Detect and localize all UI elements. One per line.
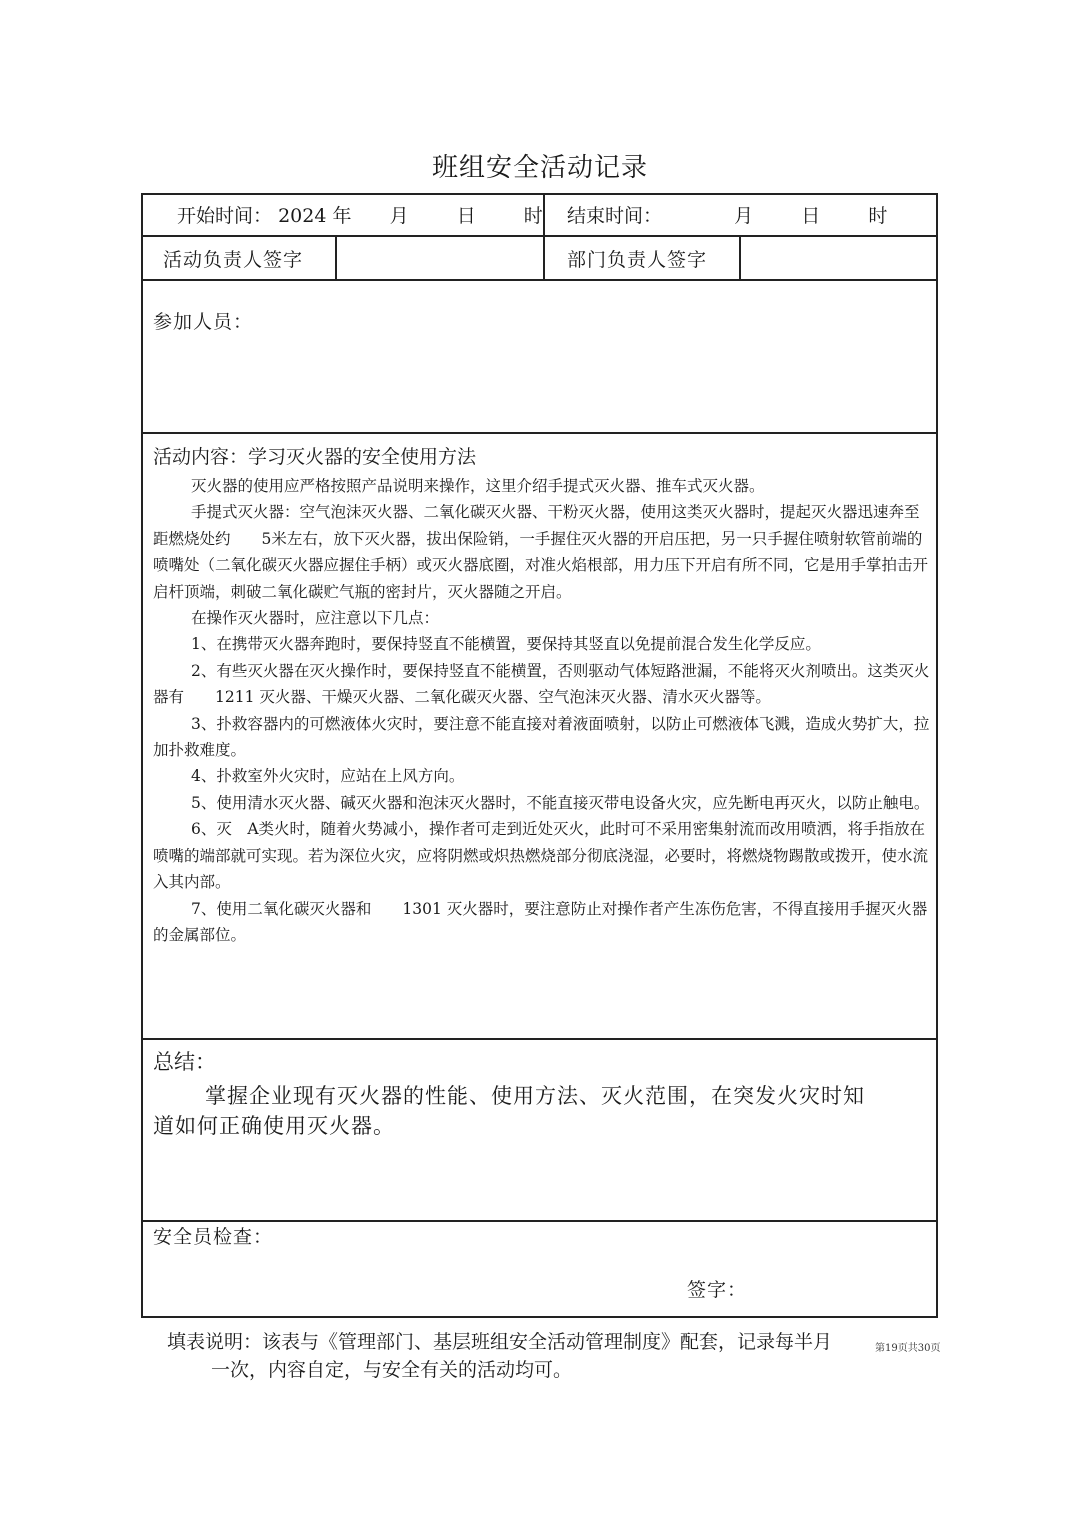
safety-check-label: 安全员检查： (153, 1226, 274, 1248)
activity-record-form (141, 193, 938, 1318)
start-time-label: 开始时间： (177, 205, 273, 227)
content-paragraph: 灭火器的使用应严格按照产品说明来操作，这里介绍手提式灭火器、推车式灭火器。 (191, 477, 765, 495)
content-paragraph: 2、有些灭火器在灭火操作时，要保持竖直不能横置，否则驱动气体短路泄漏，不能将灭火剂喷出。这类灭火器有 1211 灭火器、干燥灭火器、二氧化碳灭火器、空气泡沫灭火器、清水灭火器等。 (153, 661, 930, 707)
activity-content (153, 443, 933, 948)
summary-label: 总结： (153, 1050, 216, 1074)
summary-text: 掌握企业现有灭火器的性能、使用方法、灭火范围，在突发火灾时知道如何正确使用灭火器。 (153, 1084, 865, 1138)
content-paragraph: 4、扑救室外火灾时，应站在上风方向。 (191, 767, 465, 786)
row-divider (143, 432, 936, 434)
day-unit: 日 (456, 205, 476, 227)
content-paragraph: 手提式灭火器：空气泡沫灭火器、二氧化碳灭火器、干粉灭火器，使用这类灭火器时，提起灭火器迅速奔至距燃烧处约 5米左右，放下灭火器，拔出保险销，一手握住灭火器的开启压把，另一只手握住喷射软管前端的喷嘴处（二氧化碳灭火器应握住手柄）或灭火器底圈，对准火焰根部，用力压下开启有所不同，它是用手掌拍击开启杆顶端，刺破二氧化碳贮气瓶的密封片，灭火器随之开启。 (153, 503, 929, 601)
start-year-value: 2024 (278, 205, 327, 227)
dept-lead-sign-field[interactable] (741, 237, 936, 279)
content-paragraph: 在操作灭火器时，应注意以下几点： (191, 609, 440, 628)
participants-label: 参加人员： (153, 311, 254, 333)
activity-lead-sign-label: 活动负责人签字 (163, 249, 304, 271)
end-time-field[interactable] (567, 201, 887, 228)
content-paragraph: 5、使用清水灭火器、碱灭火器和泡沫灭火器时，不能直接灭带电设备火灾，应先断电再灭火，以防止触电。 (191, 793, 930, 812)
month-unit: 月 (734, 205, 754, 227)
instructions-line-2: 一次，内容自定，与安全有关的活动均可。 (211, 1359, 573, 1381)
instructions-line-1: 填表说明：该表与《管理部门、基层班组安全活动管理制度》配套，记录每半月 (167, 1331, 833, 1353)
page-title: 班组安全活动记录 (431, 153, 648, 183)
page-number: 第19页共30页 (875, 1343, 941, 1354)
safety-sign-label: 签字： (687, 1279, 748, 1301)
month-unit: 月 (389, 205, 409, 227)
participants-field[interactable] (143, 281, 936, 431)
start-time-field[interactable] (177, 201, 543, 228)
content-paragraph: 3、扑救容器内的可燃液体火灾时，要注意不能直接对着液面喷射，以防止可燃液体飞溅，造成火势扩大，拉加扑救难度。 (153, 714, 930, 760)
dept-lead-sign-label: 部门负责人签字 (567, 249, 708, 271)
content-paragraph: 6、灭 A类火时，随着火势减小，操作者可走到近处灭火，此时可不采用密集射流而改用喷洒，将手指放在喷嘴的端部就可实现。若为深位火灾，应将阴燃或炽热燃烧部分彻底浇湿，必要时，将燃烧物踢散或拨开，使水流入其内部。 (153, 820, 929, 892)
day-unit: 日 (801, 205, 821, 227)
content-paragraph: 7、使用二氧化碳灭火器和 1301 灭火器时，要注意防止对操作者产生冻伤危害，不得直接用手握灭火器的金属部位。 (153, 899, 928, 944)
safety-check-field[interactable] (143, 1222, 936, 1316)
column-divider (543, 195, 545, 279)
filling-instructions (167, 1328, 887, 1384)
activity-lead-sign-field[interactable] (337, 237, 541, 279)
content-paragraph: 1、在携带灭火器奔跑时，要保持竖直不能横置，要保持其竖直以免提前混合发生化学反应。 (191, 635, 821, 654)
hour-unit: 时 (523, 205, 543, 227)
row-divider (143, 1038, 936, 1040)
year-unit: 年 (332, 205, 352, 227)
summary-section (153, 1047, 873, 1141)
hour-unit: 时 (868, 205, 888, 227)
content-heading: 活动内容：学习灭火器的安全使用方法 (153, 446, 477, 468)
end-time-label: 结束时间： (567, 205, 663, 227)
